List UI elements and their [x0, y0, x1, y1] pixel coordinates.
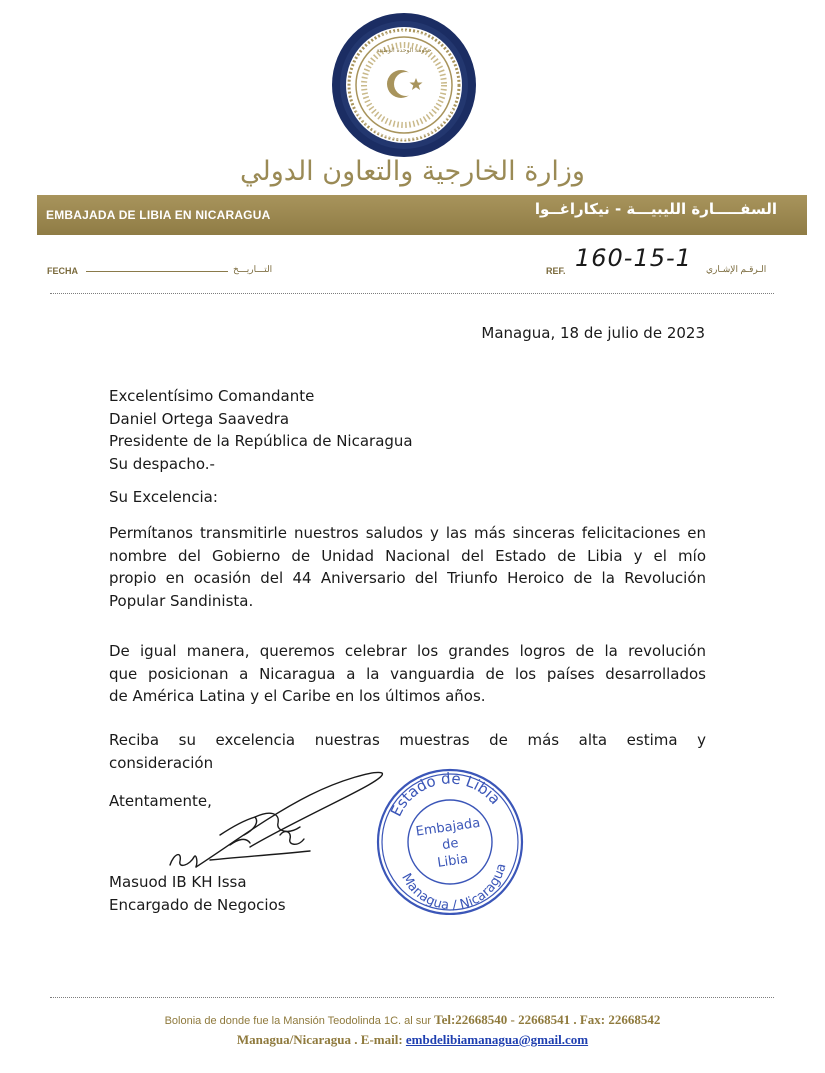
- signer-title: Encargado de Negocios: [109, 895, 286, 914]
- fecha-label: FECHA: [47, 266, 78, 276]
- signer-name: Masuod IB KH Issa: [109, 873, 247, 891]
- handwritten-signature: [160, 765, 390, 885]
- paragraph-line: propio en ocasión del 44 Aniversario del Triunfo Heroico de la Revolución: [109, 569, 706, 587]
- salutation: Su Excelencia:: [109, 488, 218, 506]
- addressee-line: Excelentísimo Comandante: [109, 387, 315, 405]
- addressee-line: Daniel Ortega Saavedra: [109, 409, 290, 428]
- addressee-line: Presidente de la República de Nicaragua: [109, 432, 413, 450]
- embassy-stamp: [368, 765, 528, 915]
- ref-label: REF.: [546, 266, 566, 276]
- footer-address-text: Bolonia de donde fue la Mansión Teodolinda 1C. al sur: [164, 1015, 432, 1027]
- paragraph-achievements: [109, 640, 706, 708]
- paragraph-line: De igual manera, queremos celebrar los grandes logros de la revolución: [109, 642, 706, 660]
- embassy-name-spanish: EMBAJADA DE LIBIA EN NICARAGUA: [46, 208, 271, 222]
- addressee-block: [109, 385, 609, 475]
- addressee-line: Su despacho.-: [109, 454, 215, 473]
- stamp-center-line: Libia: [436, 851, 469, 871]
- embassy-name-arabic: السفـــــارة الليبيـــة - نيكاراغــوا: [534, 200, 777, 218]
- svg-text:Estado de Libia: [387, 769, 504, 819]
- seal-inner-text: حكومة الوحدة الوطنية: [376, 47, 432, 54]
- ref-number: 160-15-1: [575, 244, 692, 272]
- seal-top-text: STATE OF LIBYA: [380, 29, 428, 41]
- header-divider: [50, 293, 774, 294]
- paragraph-congratulations: [109, 522, 706, 612]
- footer-email-link[interactable]: embdelibiamanagua@gmail.com: [405, 1032, 589, 1047]
- paragraph-line: Permítanos transmitirle nuestros saludos y las más sinceras felicitaciones en: [109, 524, 706, 542]
- fecha-arabic-label: التـــاريـــخ: [233, 264, 273, 274]
- paragraph-line: Reciba su excelencia nuestras muestras de más alta estima y: [109, 731, 706, 749]
- stamp-bottom-text: Managua / Nicaragua: [398, 861, 510, 914]
- paragraph-line: que posicionan a Nicaragua a la vanguardia de los países desarrollados: [109, 664, 706, 683]
- paragraph-line: nombre del Gobierno de Unidad Nacional del Estado de Libia y el mío: [109, 546, 706, 565]
- ministry-arabic-title: وزارة الخارجية والتعاون الدولي: [240, 156, 585, 187]
- ref-arabic-label: الـرقـم الإشـاري: [706, 264, 767, 274]
- letter-date: Managua, 18 de julio de 2023: [481, 324, 705, 342]
- footer-address: [0, 1012, 825, 1028]
- seal-bottom-text: MINISTRY OF FOREIGN AFFAIRS AND INTERNATIONAL COOPERATION: [353, 107, 455, 142]
- stamp-center-line: de: [441, 835, 460, 854]
- footer-contact: [0, 1032, 825, 1048]
- footer-phones: Tel:22668540 - 22668541 . Fax: 22668542: [434, 1012, 661, 1027]
- fecha-line: [86, 271, 228, 272]
- closing: Atentamente,: [109, 792, 212, 810]
- paragraph-line: de América Latina y el Caribe en los últimos años.: [109, 687, 486, 705]
- stamp-top-text: Estado de Libia: [386, 769, 505, 820]
- paragraph-line: consideración: [109, 753, 214, 772]
- libya-ministry-seal: [331, 12, 477, 158]
- stamp-center-line: Embajada: [414, 815, 482, 840]
- footer-city: Managua/Nicaragua . E-mail:: [236, 1032, 403, 1047]
- paragraph-line: Popular Sandinista.: [109, 591, 254, 610]
- footer-divider: [50, 997, 774, 998]
